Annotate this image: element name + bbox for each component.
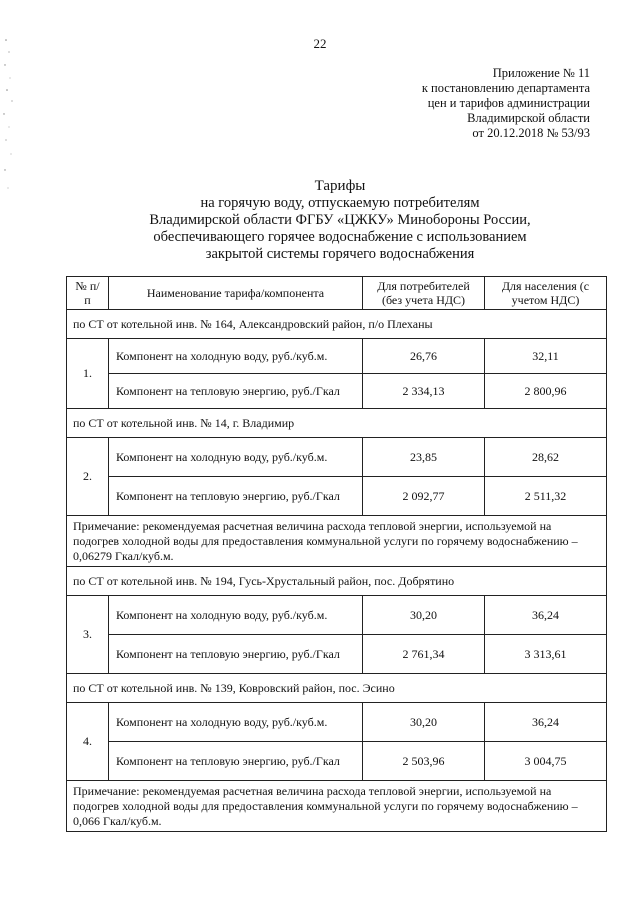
table-row [67, 339, 607, 374]
section-row [67, 310, 607, 339]
header-name: Наименование тарифа/компонента [109, 277, 363, 310]
value-consumers: 2 334,13 [363, 374, 485, 409]
value-population: 32,11 [485, 339, 607, 374]
value-population: 2 800,96 [485, 374, 607, 409]
table-row [67, 477, 607, 516]
row-number: 3. [67, 596, 109, 674]
value-consumers: 23,85 [363, 438, 485, 477]
component-name: Компонент на холодную воду, руб./куб.м. [109, 438, 363, 477]
heading-line: закрытой системы горячего водоснабжения [205, 246, 475, 262]
component-name: Компонент на холодную воду, руб./куб.м. [109, 339, 363, 374]
value-population: 2 511,32 [485, 477, 607, 516]
heading-line: Владимирской области ФГБУ «ЦЖКУ» Минобороны России, [149, 212, 531, 228]
section-row [67, 567, 607, 596]
appendix-line: Владимирской области [467, 111, 590, 125]
heading-line: на горячую воду, отпускаемую потребителям [200, 195, 480, 211]
header-population: Для населения (с учетом НДС) [485, 277, 607, 310]
table-row [67, 374, 607, 409]
value-population: 3 004,75 [485, 742, 607, 781]
section-title: по СТ от котельной инв. № 164, Александровский район, п/о Плеханы [67, 310, 607, 339]
section-row [67, 409, 607, 438]
heading-line: обеспечивающего горячее водоснабжение с использованием [153, 229, 527, 245]
row-number: 2. [67, 438, 109, 516]
value-population: 28,62 [485, 438, 607, 477]
value-consumers: 2 761,34 [363, 635, 485, 674]
section-title: по СТ от котельной инв. № 14, г. Владимир [67, 409, 607, 438]
appendix-line: к постановлению департамента [421, 81, 590, 95]
page-number: 22 [313, 36, 327, 51]
value-population: 3 313,61 [485, 635, 607, 674]
appendix-reference [400, 66, 590, 141]
value-consumers: 26,76 [363, 339, 485, 374]
table-row [67, 438, 607, 477]
value-consumers: 30,20 [363, 703, 485, 742]
note-row [67, 781, 607, 832]
appendix-line: цен и тарифов администрации [427, 96, 590, 110]
document-heading [0, 178, 640, 263]
appendix-line: Приложение № 11 [492, 66, 590, 80]
value-consumers: 30,20 [363, 596, 485, 635]
appendix-line: от 20.12.2018 № 53/93 [472, 126, 590, 140]
tariff-table [66, 276, 607, 832]
component-name: Компонент на холодную воду, руб./куб.м. [109, 596, 363, 635]
section-title: по СТ от котельной инв. № 194, Гусь-Хрустальный район, пос. Добрятино [67, 567, 607, 596]
table-row [67, 635, 607, 674]
table-header-row [67, 277, 607, 310]
component-name: Компонент на тепловую энергию, руб./Гкал [109, 477, 363, 516]
value-consumers: 2 092,77 [363, 477, 485, 516]
heading-title: Тарифы [314, 178, 366, 194]
component-name: Компонент на холодную воду, руб./куб.м. [109, 703, 363, 742]
header-num: № п/п [67, 277, 109, 310]
value-population: 36,24 [485, 703, 607, 742]
value-population: 36,24 [485, 596, 607, 635]
component-name: Компонент на тепловую энергию, руб./Гкал [109, 742, 363, 781]
note-row [67, 516, 607, 567]
row-number: 1. [67, 339, 109, 409]
table-row [67, 596, 607, 635]
component-name: Компонент на тепловую энергию, руб./Гкал [109, 374, 363, 409]
section-title: по СТ от котельной инв. № 139, Ковровский район, пос. Эсино [67, 674, 607, 703]
table-row [67, 742, 607, 781]
header-consumers: Для потребителей (без учета НДС) [363, 277, 485, 310]
note-text: Примечание: рекомендуемая расчетная величина расхода тепловой энергии, используемой на подогрев холодной воды для предоставления коммунальной услуги по горячему водоснабжению – 0,06279 Гкал/куб.м. [67, 516, 607, 567]
section-row [67, 674, 607, 703]
note-text: Примечание: рекомендуемая расчетная величина расхода тепловой энергии, используемой на подогрев холодной воды для предоставления коммунальной услуги по горячему водоснабжению – 0,066 Гкал/куб.м. [67, 781, 607, 832]
row-number: 4. [67, 703, 109, 781]
component-name: Компонент на тепловую энергию, руб./Гкал [109, 635, 363, 674]
table-row [67, 703, 607, 742]
value-consumers: 2 503,96 [363, 742, 485, 781]
